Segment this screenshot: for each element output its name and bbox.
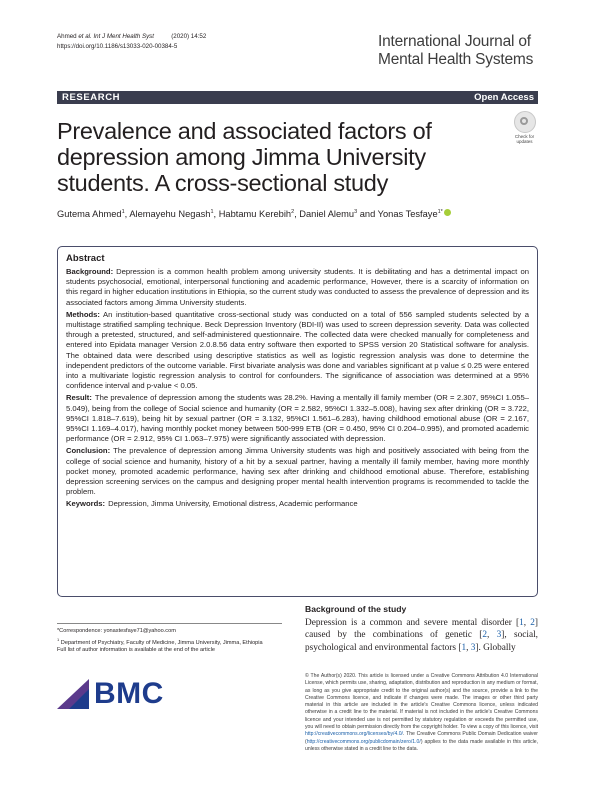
license-body: © The Author(s) 2020. This article is licensed under a Creative Commons Attribution 4.0 International License, which permits use, sharing, adaptation, distribution and reproduction in any medium or format, as long as you give appropriate credit to the original author(s) and the source, provide a link to the Creative Commons licence, and indicate if changes were made. The images or other third party material in this article are included in the article's Creative Commons licence, unless indicated otherwise in a credit line to the material. If material is not included in the article's Creative Commons licence and your intended use is not permitted by statutory regulation or exceeds the permitted use, you will need to obtain permission directly from the copyright holder. To view a copy of this licence, visit [305, 673, 538, 731]
author-name: Gutema Ahmed [57, 209, 122, 219]
abstract-result-text: The prevalence of depression among the students was 28.2%. Having a mentally ill family member (OR = 2.307, 95%CI 1.055–5.049), being from the college of Social science and humanity (OR = 2.582, 95%CI 1.332–5.008), having sex after drinking (OR = 3.722, 95%CI 1.818–7.619), being hit by sexual partner (OR = 3.132, 95%CI 1.561–6.283), having childhood emotional abuse (OR = 2.167, 95%CI 1.169–4.017), having monthly pocket money between 500-999 ETB (OR = 0.450, 95% CI 0.204–0.995), and promoted academic performance (OR = 2.912, 95% CI 1.063–7.975) were significantly associated with depression. [66, 393, 529, 444]
author-separator: , [294, 209, 300, 219]
background-text: ], social, psychological and environmental factors [ [305, 630, 538, 653]
abstract-heading: Abstract [66, 253, 105, 264]
abstract-conclusion-text: The prevalence of depression among Jimma University students was high and positively associated with being from the college of social science and humanity, history of a hit by a sexual partner, having a mentally ill family member, having more monthly pocket money, promoted academic performance, having sex after drinking and childhood emotional abuse. Therefore, establishing depression screening services on the campus and designing proper mental health intervention programs is recommended to tackle the problem. [66, 446, 529, 497]
abstract-keywords-label: Keywords: [66, 499, 106, 509]
citation-ref-link[interactable]: 1 [519, 618, 524, 628]
correspondence-note[interactable]: *Correspondence: yonastesfaye71@yahoo.com [57, 628, 176, 634]
footnote-divider [57, 623, 282, 624]
author-affiliation-sup: 1* [437, 209, 443, 215]
background-text: , [466, 642, 471, 653]
abstract-methods [66, 310, 529, 392]
citation-ref-link[interactable]: 2 [530, 618, 535, 628]
citation-ref-link[interactable]: 3 [496, 630, 502, 641]
author-affiliation-sup: 1 [210, 209, 214, 215]
author-affiliation-sup: 3 [354, 209, 358, 215]
abstract-keywords [66, 499, 529, 509]
journal-name [378, 33, 538, 68]
check-updates-label: Check for updates [514, 134, 535, 144]
author-info-note: Full list of author information is available at the end of the article [57, 647, 215, 654]
author-list [57, 206, 451, 220]
background-heading: Background of the study [305, 604, 407, 614]
bmc-triangle-icon [57, 679, 89, 709]
author-separator: and [357, 209, 378, 219]
abstract-methods-text: An institution-based quantitative cross-sectional study was conducted on a total of 556 sampled students selected by a multistage stratified sampling technique. Beck Depression Inventory (BDI-II) was used to screen depression severity. Data was collected through a pretested, structured, and self-administered questionnaire. The collected data were checked manually for completeness and entered into Epidata manager Version 2.0.8.56 data entry software then exported to SPSS version 20 Statistical software for analysis. The obtained data were described using descriptive statistics as well as logistic regression analysis was done to determine the independent predictors of the outcome variable. First bivariate analysis was done and variables significant at p value ≤ 0.25 were entered into a multivariate logistic regression analysis to control for confounders. The significance of association was determined at a 95% confidence interval and p-value < 0.05. [66, 309, 529, 391]
check-for-updates-badge[interactable] [511, 111, 538, 147]
license-body: . The Creative Commons Public Domain Dedication waiver ( [305, 731, 538, 745]
background-paragraph [305, 617, 538, 654]
license-text [305, 673, 538, 753]
citation-ref-link[interactable]: 2 [482, 630, 488, 641]
doi-link[interactable]: https://doi.org/10.1186/s13033-020-00384-5 [57, 42, 178, 50]
citation-header [57, 32, 206, 51]
background-text: , [523, 618, 531, 628]
background-text: Depression is a common and severe mental disorder [ [305, 618, 520, 628]
author-affiliation-sup: 1 [121, 209, 125, 215]
author-separator: , [124, 209, 130, 219]
abstract-background [66, 267, 529, 308]
author-name: Habtamu Kerebih [218, 209, 292, 219]
citation-journal: et al. Int J Ment Health Syst [78, 33, 154, 40]
abstract-background-label: Background: [66, 267, 114, 276]
abstract-conclusion-label: Conclusion: [66, 446, 111, 456]
abstract-methods-label: Methods: [66, 309, 100, 319]
article-title: Prevalence and associated factors of depression among Jimma University students. A cross-sectional study [57, 118, 432, 196]
journal-name-line2: Mental Health Systems [378, 50, 534, 68]
check-updates-icon [514, 111, 536, 133]
bmc-logo [57, 676, 177, 716]
citation-ref-link[interactable]: 3 [470, 642, 476, 653]
license-body: ) applies to the data made available in this article, unless otherwise stated in a credit line to the data. [305, 738, 538, 752]
abstract-box [57, 246, 538, 597]
affiliation-note [57, 636, 282, 648]
abstract-result [66, 393, 529, 444]
affiliation-text: Department of Psychiatry, Faculty of Medicine, Jimma University, Jimma, Ethiopia [60, 639, 263, 646]
background-text: , [487, 630, 497, 641]
background-text: ] caused by the combinations of genetic [ [305, 618, 538, 641]
section-bar [57, 91, 538, 104]
author-name: Alemayehu Negash [129, 209, 211, 219]
license-link[interactable]: http://creativecommons.org/licenses/by/4.0/ [305, 731, 403, 738]
abstract-background-text: Depression is a common health problem among university students. It is debilitating and has a detrimental impact on students psychosocial, emotional, interpersonal functioning and academic performance, However, there is a scarcity of information on this regard in higher education institutions in Ethiopia, so the current study was conducted to assess the prevalence of depression and its associated factors among Jimma University students. [66, 267, 529, 307]
abstract-conclusion [66, 446, 529, 497]
author-affiliation-sup: 2 [291, 209, 295, 215]
open-access-label: Open Access [474, 92, 534, 103]
article-type-label: RESEARCH [62, 92, 121, 103]
author-separator: , [213, 209, 219, 219]
citation-ref-link[interactable]: 1 [461, 642, 467, 653]
background-text: ]. Globally [475, 642, 516, 653]
orcid-icon[interactable] [444, 209, 451, 216]
author-name: Yonas Tesfaye [377, 209, 438, 219]
affiliation-sup: 1 [57, 636, 60, 642]
license-link[interactable]: http://creativecommons.org/publicdomain/zero/1.0/ [306, 738, 421, 745]
abstract-keywords-text: Depression, Jimma University, Emotional distress, Academic performance [108, 499, 358, 509]
journal-name-line1: International Journal of [378, 33, 531, 50]
author-name: Daniel Alemu [299, 209, 355, 219]
footnotes [57, 623, 282, 655]
citation-author: Ahmed [57, 33, 79, 40]
bmc-logo-text: BMC [94, 677, 164, 710]
citation-year: (2020) 14:52 [154, 33, 207, 40]
abstract-result-label: Result: [66, 393, 92, 403]
